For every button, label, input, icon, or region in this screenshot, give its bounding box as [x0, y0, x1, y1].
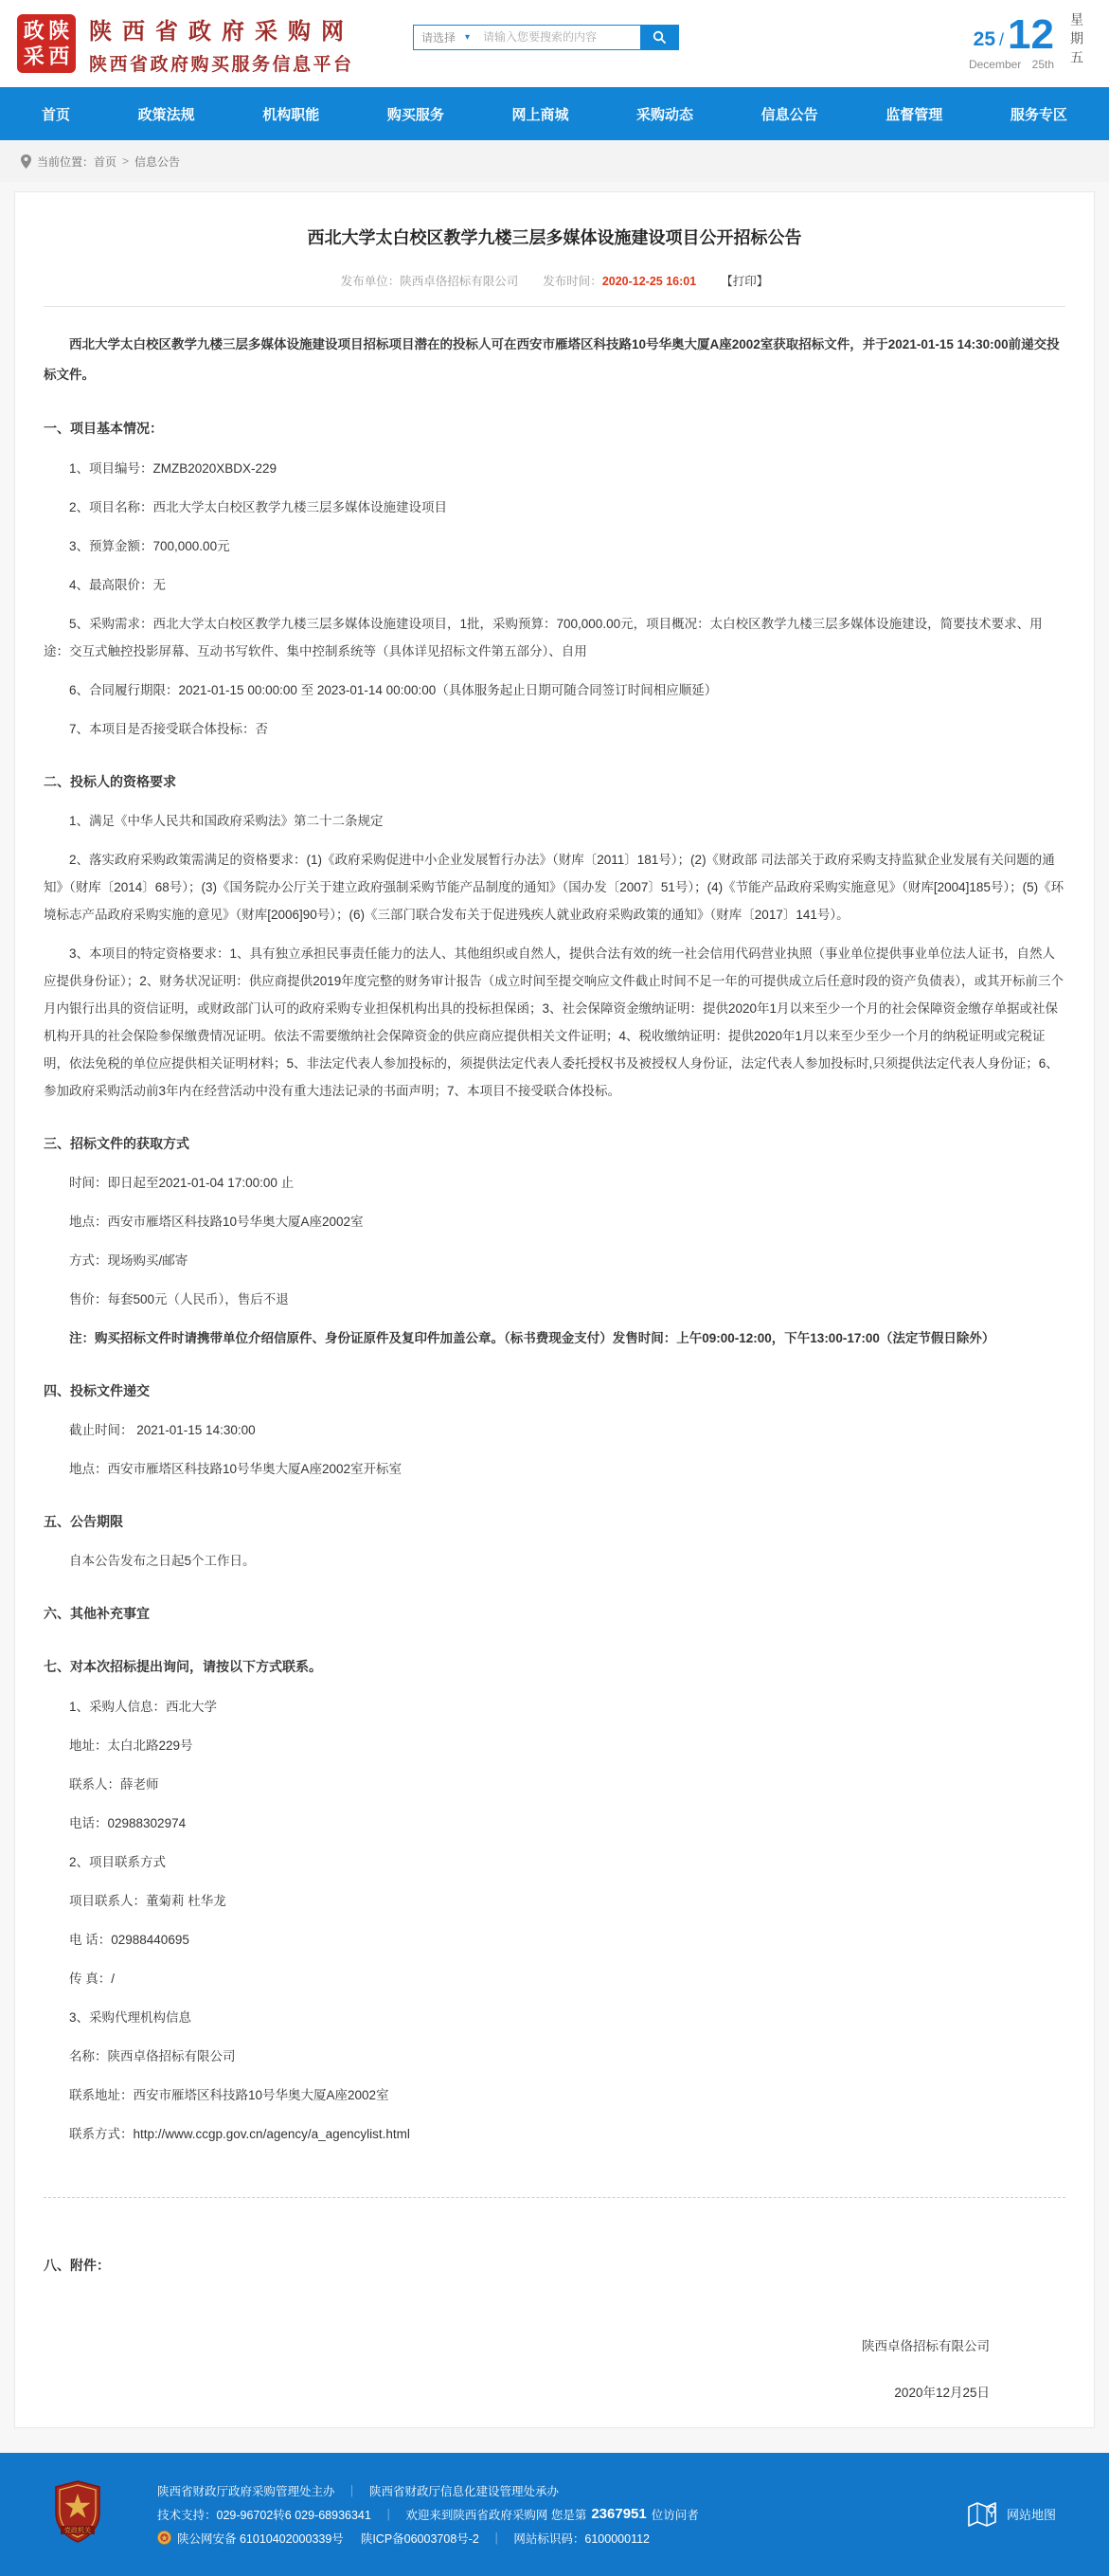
signature-company: 陕西卓佫招标有限公司 [862, 2338, 990, 2353]
search-input[interactable] [477, 26, 640, 49]
footer-welcome: 欢迎来到陕西省政府采购网 您是第 [405, 2508, 587, 2522]
breadcrumb-home-link[interactable]: 首页 [94, 154, 117, 169]
site-header [0, 0, 1109, 87]
list-item: 地址：太白北路229号 [69, 1738, 193, 1753]
sitemap-icon [967, 2500, 999, 2529]
section-heading-2: 二、投标人的资格要求 [44, 773, 176, 789]
publisher-value: 陕西卓佫招标有限公司 [400, 275, 519, 288]
list-item: 自本公告发布之日起5个工作日。 [69, 1554, 256, 1569]
meta-divider [44, 306, 1065, 307]
breadcrumb-current-link[interactable]: 信息公告 [134, 154, 181, 169]
breadcrumb [0, 140, 1109, 182]
date-weekday: 星期五 [1069, 12, 1084, 69]
breadcrumb-label: 当前位置： [37, 154, 95, 169]
announcement-meta [44, 272, 1065, 289]
date-month-name: December [968, 58, 1022, 71]
announcement-body [44, 330, 1065, 2406]
nav-item-online-mall[interactable]: 网上商城 [511, 106, 569, 123]
section-heading-7: 七、对本次招标提出询问，请按以下方式联系。 [44, 1659, 322, 1675]
footer-co-organizer: 陕西省财政厅信息化建设管理处承办 [369, 2484, 560, 2498]
nav-item-functions[interactable]: 机构职能 [262, 106, 320, 123]
list-item: 2、落实政府采购政策需满足的资格要求：(1)《政府采购促进中小企业发展暂行办法》（财库〔2011〕181号）；(2)《财政部 司法部关于政府采购支持监狱企业发展有关问题的通知》（财库〔2014〕68号）；(3)《国务院办公厅关于建立政府强制采购节能产品制度的通知》（国办发〔2007〕51号）；(4)《节能产品政府采购实施意见》（财库[2004]185号）；(5)《环境标志产品政府采购实施的意见》（财库[2006]90号）；(6)《三部门联合发布关于促进残疾人就业政府采购政策的通知》（财库〔2017〕141号）。 [44, 852, 1064, 922]
site-title: 陕西省政府采购网 [89, 18, 354, 45]
list-item: 3、预算金额：700,000.00元 [69, 538, 230, 553]
sitemap-label: 网站地图 [1006, 2508, 1056, 2523]
site-footer [0, 2453, 1109, 2576]
list-item: 联系人：薛老师 [69, 1776, 159, 1792]
signature-block [44, 2333, 1065, 2406]
search-category-select[interactable] [414, 26, 477, 49]
footer-site-code: 网站标识码：6100000112 [513, 2531, 650, 2546]
seal-char: 政 [23, 19, 45, 43]
list-item: 联系方式：http://www.ccgp.gov.cn/agency/a_agencylist.html [69, 2126, 410, 2141]
date-widget [969, 12, 1086, 75]
nav-item-service-zone[interactable]: 服务专区 [1010, 106, 1067, 123]
list-item: 项目联系人：董菊莉 杜华龙 [69, 1893, 226, 1908]
footer-info: 陕西省财政厅政府采购管理处主办 ｜ 陕西省财政厅信息化建设管理处承办 技术支持：029-96702转6 029-68936341 ｜ 欢迎来到陕西省政府采购网 您是第 2367951 位访问者 陕公网安备 61010402000339号 陕ICP备06003708号-2 ｜ 网站标识码：6100000112 [157, 2476, 699, 2553]
list-item: 1、满足《中华人民共和国政府采购法》第二十二条规定 [69, 813, 384, 828]
list-item: 7、本项目是否接受联合体投标：否 [69, 721, 269, 736]
intro-paragraph: 西北大学太白校区教学九楼三层多媒体设施建设项目招标项目潜在的投标人可在西安市雁塔区科技路10号华奥大厦A座2002室获取招标文件，并于2021-01-15 14:30:00前递交投标文件。 [44, 337, 1060, 382]
site-subtitle: 陕西省政府购买服务信息平台 [89, 54, 354, 75]
list-item: 方式：现场购买/邮寄 [69, 1253, 188, 1269]
sitemap-link[interactable] [967, 2500, 1056, 2529]
section-heading-5: 五、公告期限 [44, 1514, 123, 1530]
chevron-down-icon: ▾ [465, 31, 471, 43]
section-heading-8: 八、附件： [44, 2257, 110, 2273]
date-slash: / [999, 30, 1005, 49]
footer-icp-record[interactable]: 陕ICP备06003708号-2 [360, 2531, 479, 2546]
date-day: 25 [973, 28, 996, 50]
announcement-title: 西北大学太白校区教学九楼三层多媒体设施建设项目公开招标公告 [307, 228, 802, 247]
nav-item-purchase-services[interactable]: 购买服务 [386, 106, 444, 123]
list-item: 2、项目名称：西北大学太白校区教学九楼三层多媒体设施建设项目 [69, 499, 448, 514]
nav-item-supervision[interactable]: 监督管理 [885, 106, 943, 123]
footer-visitor-suffix: 位访问者 [651, 2508, 699, 2522]
section-heading-6: 六、其他补充事宜 [44, 1606, 150, 1622]
search-category-value: 请选择 [421, 30, 456, 45]
print-button[interactable]: 【打印】 [721, 275, 769, 288]
footer-organizer: 陕西省财政厅政府采购管理处主办 [157, 2484, 335, 2498]
list-item: 1、项目编号：ZMZB2020XBDX-229 [69, 460, 277, 476]
list-item: 电 话：02988440695 [69, 1932, 189, 1947]
attachment-divider [44, 2197, 1065, 2198]
date-ordinal: 25th [1031, 58, 1054, 71]
nav-item-announcements[interactable]: 信息公告 [760, 106, 818, 123]
list-item: 3、采购代理机构信息 [69, 2009, 192, 2025]
list-item: 1、采购人信息：西北大学 [69, 1699, 218, 1714]
list-item: 售价：每套500元（人民币），售后不退 [69, 1292, 289, 1307]
seal-char: 采 [23, 45, 45, 68]
site-logo-seal[interactable] [17, 14, 76, 73]
seal-char: 西 [48, 45, 70, 68]
announcement-card [14, 191, 1095, 2428]
purchase-note: 注：购买招标文件时请携带单位介绍信原件、身份证原件及复印件加盖公章。（标书费现金支付）发售时间：上午09:00-12:00，下午13:00-17:00（法定节假日除外） [69, 1331, 995, 1346]
location-pin-icon [21, 154, 31, 169]
date-month: 12 [1008, 11, 1054, 58]
nav-item-procurement-news[interactable]: 采购动态 [636, 106, 694, 123]
list-item: 时间：即日起至2021-01-04 17:00:00 止 [69, 1176, 295, 1190]
nav-item-policies[interactable]: 政策法规 [137, 106, 195, 123]
list-item: 4、最高限价：无 [69, 577, 167, 592]
signature-date: 2020年12月25日 [894, 2385, 990, 2400]
list-item: 地点：西安市雁塔区科技路10号华奥大厦A座2002室 [69, 1215, 364, 1230]
content-zone [0, 182, 1109, 2453]
list-item: 电话：02988302974 [69, 1815, 187, 1830]
visitor-count: 2367951 [591, 2506, 647, 2523]
footer-psb-record[interactable]: 陕公网安备 61010402000339号 [177, 2531, 344, 2546]
section-heading-4: 四、投标文件递交 [44, 1383, 150, 1399]
main-nav [0, 87, 1109, 140]
search-icon [653, 30, 667, 45]
svg-text:党政机关: 党政机关 [64, 2528, 91, 2535]
police-badge-icon [157, 2531, 171, 2545]
search-button[interactable] [640, 26, 678, 49]
list-item: 6、合同履行期限：2021-01-15 00:00:00 至 2023-01-14 00:00:00（具体服务起止日期可随合同签订时间相应顺延） [69, 682, 718, 697]
list-item: 2、项目联系方式 [69, 1854, 167, 1869]
list-item: 5、采购需求：西北大学太白校区教学九楼三层多媒体设施建设项目，1批，采购预算：700,000.00元，项目概况：太白校区教学九楼三层多媒体设施建设，简要技术要求、用途：交互式触控投影屏幕、互动书写软件、集中控制系统等（具体详见招标文件第五部分）、自用 [44, 616, 1043, 658]
footer-tech-support: 技术支持：029-96702转6 029-68936341 [157, 2508, 371, 2522]
gov-badge-icon [53, 2480, 102, 2548]
section-heading-1: 一、项目基本情况： [44, 421, 163, 437]
search-bar [413, 25, 679, 50]
list-item: 3、本项目的特定资格要求：1、具有独立承担民事责任能力的法人、其他组织或自然人，提供合法有效的统一社会信用代码营业执照（事业单位提供事业单位法人证书，自然人应提供身份证）；2、财务状况证明：供应商提供2019年度完整的财务审计报告（成立时间至提交响应文件截止时间不足一年的可提供成立后任意时段的资产负债表），或其开标前三个月内银行出具的资信证明，或财政部门认可的政府采购专业担保机构出具的投标担保函；3、社会保障资金缴纳证明：提供2020年1月以来至少一个月的社会保障资金缴存单据或社保机构开具的社会保险参保缴费情况证明。依法不需要缴纳社会保障资金的供应商应提供相关文件证明；4、税收缴纳证明：提供2020年1月以来至少至少一个月的纳税证明或完税证明，依法免税的单位应提供相关证明材料；5、非法定代表人参加投标的，须提供法定代表人委托授权书及被授权人身份证，法定代表人参加投标时,只须提供法定代表人身份证；6、参加政府采购活动前3年内在经营活动中没有重大违法记录的书面声明；7、本项目不接受联合体投标。 [44, 946, 1064, 1098]
breadcrumb-separator: > [122, 154, 130, 168]
seal-char: 陕 [48, 19, 70, 43]
site-title-block[interactable] [89, 12, 354, 76]
section-heading-3: 三、招标文件的获取方式 [44, 1135, 189, 1151]
list-item: 名称：陕西卓佫招标有限公司 [69, 2048, 236, 2063]
list-item: 地点：西安市雁塔区科技路10号华奥大厦A座2002室开标室 [69, 1462, 402, 1477]
publisher-label: 发布单位： [340, 275, 401, 288]
nav-item-home[interactable]: 首页 [42, 106, 71, 123]
publish-time-label: 发布时间： [543, 275, 602, 288]
list-item: 联系地址：西安市雁塔区科技路10号华奥大厦A座2002室 [69, 2087, 389, 2102]
publish-time-value: 2020-12-25 16:01 [601, 275, 697, 288]
list-item: 传 真：/ [69, 1971, 116, 1986]
list-item: 截止时间： 2021-01-15 14:30:00 [69, 1423, 256, 1438]
